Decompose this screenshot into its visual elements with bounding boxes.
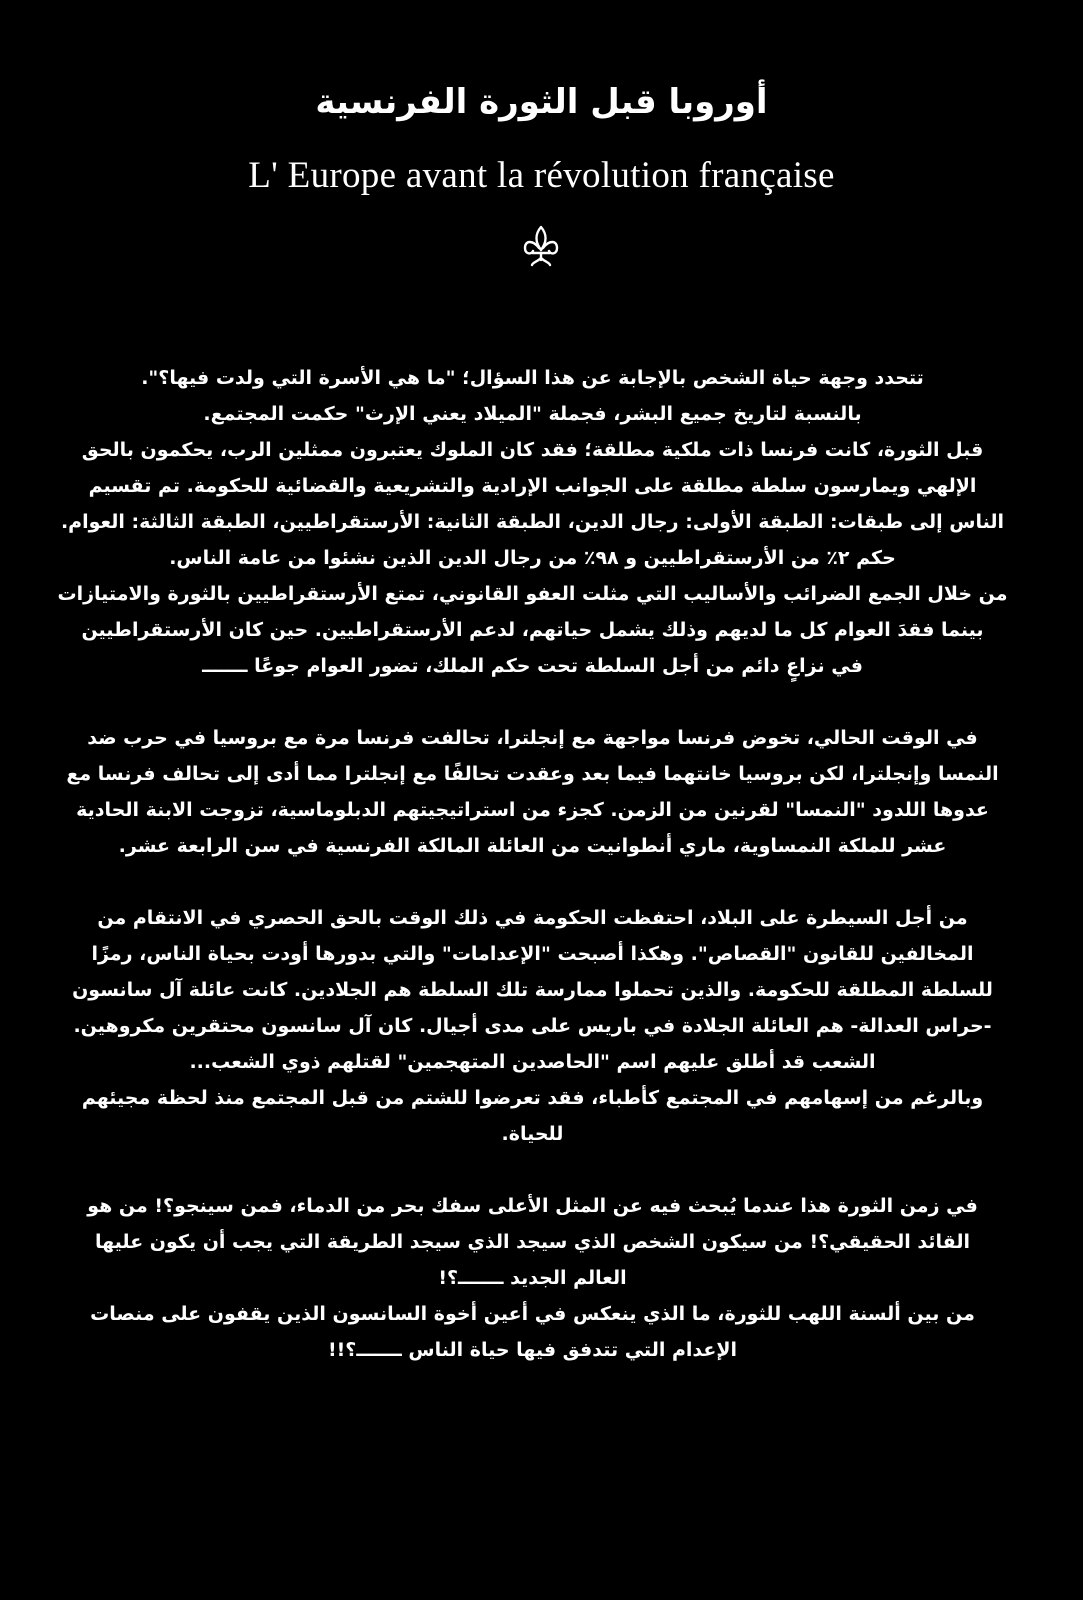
title-french: L' Europe avant la révolution française bbox=[248, 155, 835, 196]
text-line: في زمن الثورة هذا عندما يُبحث فيه عن المثل الأعلى سفك بحر من الدماء، فمن سينجو؟! من هو bbox=[87, 1195, 978, 1217]
fleur-de-lis-icon bbox=[521, 224, 561, 268]
text-line: الشعب قد أطلق عليهم اسم "الحاصدين المتهجمين" لقتلهم ذوي الشعب... bbox=[189, 1051, 876, 1073]
text-line: الناس إلى طبقات: الطبقة الأولى: رجال الدين، الطبقة الثانية: الأرستقراطيين، الطبقة الثالثة: العوام. bbox=[60, 511, 1005, 533]
text-line: عشر للملكة النمساوية، ماري أنطوانيت من العائلة المالكة الفرنسية في سن الرابعة عشر. bbox=[118, 835, 947, 857]
paragraph bbox=[50, 1188, 1015, 1368]
text-line: تتحدد وجهة حياة الشخص بالإجابة عن هذا السؤال؛ "ما هي الأسرة التي ولدت فيها؟". bbox=[141, 367, 924, 389]
text-line: العالم الجديد ـــــــ؟! bbox=[438, 1267, 627, 1289]
text-line: الإلهي ويمارسون سلطة مطلقة على الجوانب الإرادية والتشريعية والقضائية للحكومة. تم تقسيم bbox=[88, 475, 977, 497]
text-line: الإعدام التي تتدفق فيها حياة الناس ـــــــ؟!! bbox=[327, 1339, 738, 1361]
text-line: للحياة. bbox=[501, 1123, 564, 1145]
paragraph-gap bbox=[50, 1152, 1015, 1188]
text-line: للسلطة المطلقة للحكومة. والذين تحملوا ممارسة تلك السلطة هم الجلادين. كانت عائلة آل سانسون bbox=[72, 979, 993, 1001]
paragraph bbox=[50, 360, 1015, 684]
text-line: من بين ألسنة اللهب للثورة، ما الذي ينعكس في أعين أخوة السانسون الذين يقفون على منصات bbox=[90, 1303, 975, 1325]
text-line: من أجل السيطرة على البلاد، احتفظت الحكومة في ذلك الوقت بالحق الحصري في الانتقام من bbox=[97, 907, 968, 929]
text-line: -حراس العدالة- هم العائلة الجلادة في باريس على مدى أجيال. كان آل سانسون محتقرين مكروهين. bbox=[73, 1015, 992, 1037]
body-text bbox=[50, 360, 1015, 1368]
text-line: عدوها اللدود "النمسا" لقرنين من الزمن. كجزء من استراتيجيتهم الدبلوماسية، تزوجت الابنة الحادية bbox=[76, 799, 989, 821]
text-line: بينما فقدَ العوام كل ما لديهم وذلك يشمل حياتهم، لدعم الأرستقراطيين. حين كان الأرستقراطيين bbox=[81, 619, 984, 641]
text-line: بالنسبة لتاريخ جميع البشر، فجملة "الميلاد يعني الإرث" حكمت المجتمع. bbox=[203, 403, 862, 425]
text-line: النمسا وإنجلترا، لكن بروسيا خانتهما فيما بعد وعقدت تحالفًا مع إنجلترا مما أدى إلى تحالف فرنسا مع bbox=[66, 763, 999, 785]
text-line: قبل الثورة، كانت فرنسا ذات ملكية مطلقة؛ فقد كان الملوك يعتبرون ممثلين الرب، يحكمون بالحق bbox=[81, 439, 984, 461]
title-arabic: أوروبا قبل الثورة الفرنسية bbox=[315, 82, 768, 122]
paragraph-gap bbox=[50, 684, 1015, 720]
text-line: في نزاعٍ دائم من أجل السلطة تحت حكم الملك، تضور العوام جوعًا ـــــــ bbox=[202, 655, 863, 677]
text-line: وبالرغم من إسهامهم في المجتمع كأطباء، فقد تعرضوا للشتم من قبل المجتمع منذ لحظة مجيئهم bbox=[81, 1087, 984, 1109]
paragraph bbox=[50, 720, 1015, 864]
text-line: المخالفين للقانون "القصاص". وهكذا أصبحت "الإعدامات" والتي بدورها أودت بحياة الناس، رمزًا bbox=[91, 943, 974, 965]
text-line: القائد الحقيقي؟! من سيكون الشخص الذي سيجد الذي سيجد الطريقة التي يجب أن يكون عليها bbox=[95, 1231, 970, 1253]
text-line: من خلال الجمع الضرائب والأساليب التي مثلت العفو القانوني، تمتع الأرستقراطيين بالثورة والامتيازات bbox=[57, 583, 1008, 605]
paragraph bbox=[50, 900, 1015, 1152]
text-line: في الوقت الحالي، تخوض فرنسا مواجهة مع إنجلترا، تحالفت فرنسا مرة مع بروسيا في حرب ضد bbox=[87, 727, 978, 749]
paragraph-gap bbox=[50, 864, 1015, 900]
text-line: حكم ٢٪ من الأرستقراطيين و ٩٨٪ من رجال الدين الذين نشئوا من عامة الناس. bbox=[169, 547, 896, 569]
